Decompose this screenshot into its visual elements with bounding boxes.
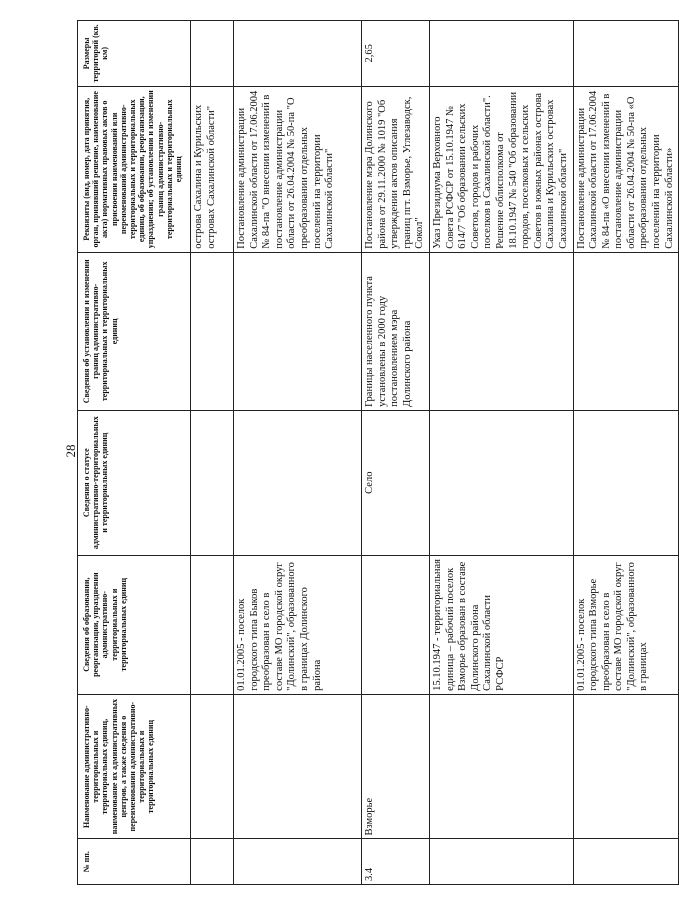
- cell-area: 2,65: [362, 21, 430, 87]
- cell-name: [573, 694, 679, 839]
- cell-requisites: Указ Президиума Верховного Совета РСФСР от 15.10.1947 № 614/7 "Об образовании сельских Советов, городов и рабочих поселков в Сахалинской области". Решение облисполкома от 18.10.1947 № 540 "Об образовании городов, поселковых и сельских Советов в южных районах острова Сахалина и Курильских островах Сахалинской области": [429, 86, 573, 252]
- table-row: [429, 21, 573, 885]
- cell-formation: 01.01.2005 - поселок городского типа Быков преобразован в село в составе МО городской округ "Долинский", образованного в границах Долинского района: [234, 555, 362, 694]
- cell-area: [573, 21, 679, 87]
- table-row: [573, 21, 679, 885]
- cell-num: [191, 839, 234, 885]
- cell-boundaries: [191, 252, 234, 410]
- cell-requisites: острова Сахалина и Курильских островах Сахалинской области": [191, 86, 234, 252]
- cell-formation: [362, 555, 430, 694]
- cell-formation: 01.01.2005 - поселок городского типа Взморье преобразован в село в составе МО городской округ "Долинский", образованного в границах: [573, 555, 679, 694]
- header-num: № пп.: [78, 839, 191, 885]
- cell-status: [191, 410, 234, 555]
- territorial-units-table: [77, 20, 679, 885]
- cell-formation: 15.10.1947 - территориальная единица – рабочий поселок Взморье образован в составе Долинского района Сахалинской области РСФСР: [429, 555, 573, 694]
- cell-boundaries: [429, 252, 573, 410]
- cell-name: Взморье: [362, 694, 430, 839]
- header-formation: Сведения об образовании, реорганизации, упразднении административно-территориальных и территориальных единиц: [78, 555, 191, 694]
- cell-name: [429, 694, 573, 839]
- cell-name: [234, 694, 362, 839]
- header-boundaries: Сведения об установлении и изменении границ административно-территориальных и территориальных единиц: [78, 252, 191, 410]
- header-status: Сведения о статусе административно-территориальных и территориальных единиц: [78, 410, 191, 555]
- cell-boundaries: [573, 252, 679, 410]
- cell-area: [429, 21, 573, 87]
- cell-area: [234, 21, 362, 87]
- cell-requisites: Постановление администрации Сахалинской области от 17.06.2004 № 84-па "О внесении изменений в постановление администрации области от 26.04.2004 № 50-па "О преобразовании отдельных поселений на территории Сахалинской области": [234, 86, 362, 252]
- page-number: 28: [63, 444, 78, 458]
- header-row: [78, 21, 191, 885]
- cell-status: [234, 410, 362, 555]
- header-name: Наименование административно-территориальных и территориальных единиц, наименование их административных центров, а также сведения о переименовании административно-территориальных и территориальных единиц: [78, 694, 191, 839]
- cell-status: [429, 410, 573, 555]
- cell-num: 3.4: [362, 839, 430, 885]
- cell-formation: [191, 555, 234, 694]
- table-row: [191, 21, 234, 885]
- header-area: Размеры территорий (кв. км): [78, 21, 191, 87]
- rotated-page: [77, 20, 675, 885]
- cell-num: [429, 839, 573, 885]
- table-row: [234, 21, 362, 885]
- cell-num: [234, 839, 362, 885]
- table-row: [362, 21, 430, 885]
- cell-requisites: Постановление мэра Долинского района от 29.11.2000 № 1019 "Об утверждении актов описания границ пгт. Взморье, Углезаводск, Сокол": [362, 86, 430, 252]
- header-requisites: Реквизиты (вид, номер, дата принятия, орган, принявший решение, наименование акта) нормативных правовых актов о присвоении наименований или переименований административно-территориальных и территориальных единиц, об образовании, реорганизации, упразднении; об установлении и изменении границ административно-территориальных и территориальных единиц: [78, 86, 191, 252]
- cell-name: [191, 694, 234, 839]
- cell-status: [573, 410, 679, 555]
- cell-boundaries: Границы населенного пункта установлены в 2000 году постановлением мэра Долинского района: [362, 252, 430, 410]
- cell-area: [191, 21, 234, 87]
- cell-num: [573, 839, 679, 885]
- cell-boundaries: [234, 252, 362, 410]
- cell-requisites: Постановление администрации Сахалинской области от 17.06.2004 № 84-па «О внесении изменений в постановление администрации области от 26.04.2004 № 50-па «О преобразовании отдельных поселений на территории Сахалинской области»: [573, 86, 679, 252]
- cell-status: Село: [362, 410, 430, 555]
